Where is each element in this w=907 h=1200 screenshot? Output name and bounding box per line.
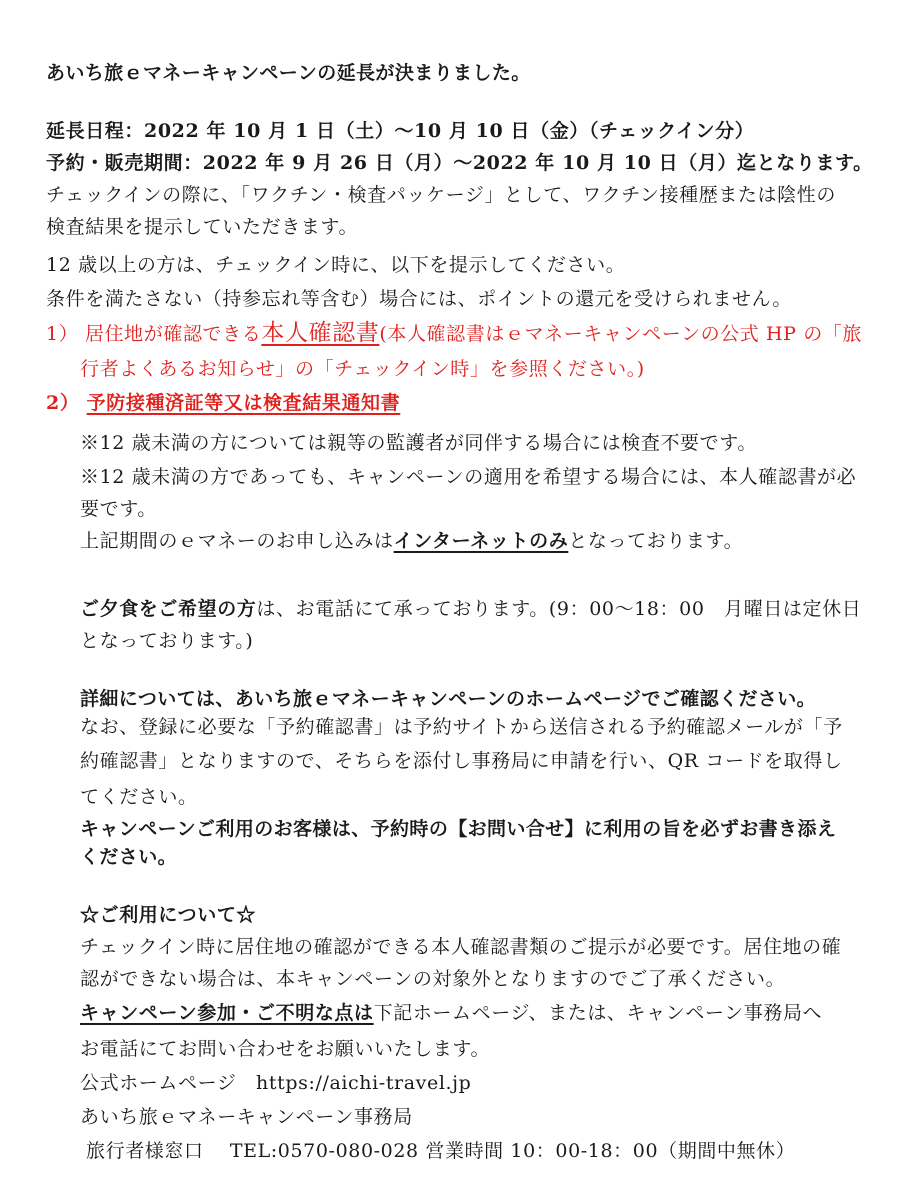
requirement-1-continued: 行者よくあるお知らせ」の「チェックイン時」を参照ください。) — [80, 358, 645, 380]
sales-period: 予約・販売期間：2022 年 9 月 26 日（月）〜2022 年 10 月 10 日（月）迄となります。 — [46, 152, 873, 174]
contact-text: 下記ホームページ、または、キャンペーン事務局へ — [373, 1002, 823, 1024]
dinner-line-continued: となっております。) — [80, 630, 254, 652]
contact-emphasis: キャンペーン参加・ご不明な点は — [80, 1002, 374, 1024]
intro-line: 条件を満たさない（持参忘れ等含む）場合には、ポイントの還元を受けられません。 — [46, 288, 792, 310]
intro-line: チェックインの際に、「ワクチン・検査パッケージ」として、ワクチン接種歴または陰性の — [46, 184, 836, 206]
page-title: あいち旅ｅマネーキャンペーンの延長が決まりました。 — [46, 62, 531, 84]
contact-line — [80, 1000, 822, 1026]
requirement-2-number: 2） — [46, 392, 80, 414]
details-line: 約確認書」となりますので、そちらを添付し事務局に申請を行い、QR コードを取得し — [80, 750, 843, 772]
requirement-1-note: (本人確認書はｅマネーキャンペーンの公式 HP の「旅 — [379, 323, 863, 345]
usage-line: チェックイン時に居住地の確認ができる本人確認書類のご提示が必要です。居住地の確 — [80, 936, 842, 958]
usage-heading: ☆ご利用について☆ — [80, 904, 257, 926]
dinner-line — [80, 596, 861, 622]
intro-line: 12 歳以上の方は、チェックイン時に、以下を提示してください。 — [46, 254, 626, 276]
internet-emphasis: インターネットのみ — [393, 530, 569, 552]
official-website: 公式ホームページ https://aichi-travel.jp — [80, 1072, 472, 1094]
note-line: 要です。 — [80, 498, 157, 520]
intro-line: 検査結果を提示していただきます。 — [46, 216, 359, 238]
note-line: ※12 歳未満の方については親等の監護者が同伴する場合には検査不要です。 — [80, 432, 757, 454]
usage-line: 認ができない場合は、本キャンペーンの対象外となりますのでご了承ください。 — [80, 968, 786, 990]
contact-line-continued: お電話にてお問い合わせをお願いいたします。 — [80, 1038, 491, 1060]
note-line: ※12 歳未満の方であっても、キャンペーンの適用を希望する場合には、本人確認書が必 — [80, 466, 857, 488]
details-line: てください。 — [80, 786, 198, 808]
details-heading: 詳細については、あいち旅ｅマネーキャンペーンのホームページでご確認ください。 — [80, 688, 817, 710]
contact-info: 旅行者様窓口 TEL:0570-080-028 営業時間 10：00‐18：00（期間中無休） — [86, 1140, 796, 1162]
details-notice: ください。 — [80, 846, 178, 868]
office-name: あいち旅ｅマネーキャンペーン事務局 — [80, 1106, 413, 1128]
internet-only-line — [80, 528, 743, 554]
requirement-2 — [46, 390, 400, 416]
requirement-1 — [46, 320, 862, 347]
details-notice: キャンペーンご利用のお客様は、予約時の【お問い合せ】に利用の旨を必ずお書き添え — [80, 818, 837, 840]
dinner-emphasis: ご夕食をご希望の方 — [80, 598, 257, 620]
requirement-2-label: 予防接種済証等又は検査結果通知書 — [86, 392, 401, 414]
details-line: なお、登録に必要な「予約確認書」は予約サイトから送信される予約確認メールが「予 — [80, 716, 843, 738]
requirement-1-number: 1） — [46, 323, 79, 345]
extension-period: 延長日程：2022 年 10 月 1 日（土）〜10 月 10 日（金）（チェックイン分） — [46, 120, 755, 142]
internet-text: 上記期間のｅマネーのお申し込みは — [80, 530, 394, 552]
requirement-1-text: 居住地が確認できる — [84, 323, 262, 345]
dinner-text: は、お電話にて承っております。(9：00〜18：00 月曜日は定休日 — [256, 598, 862, 620]
internet-text-end: となっております。 — [568, 530, 744, 552]
requirement-1-emphasis: 本人確認書 — [261, 320, 380, 346]
